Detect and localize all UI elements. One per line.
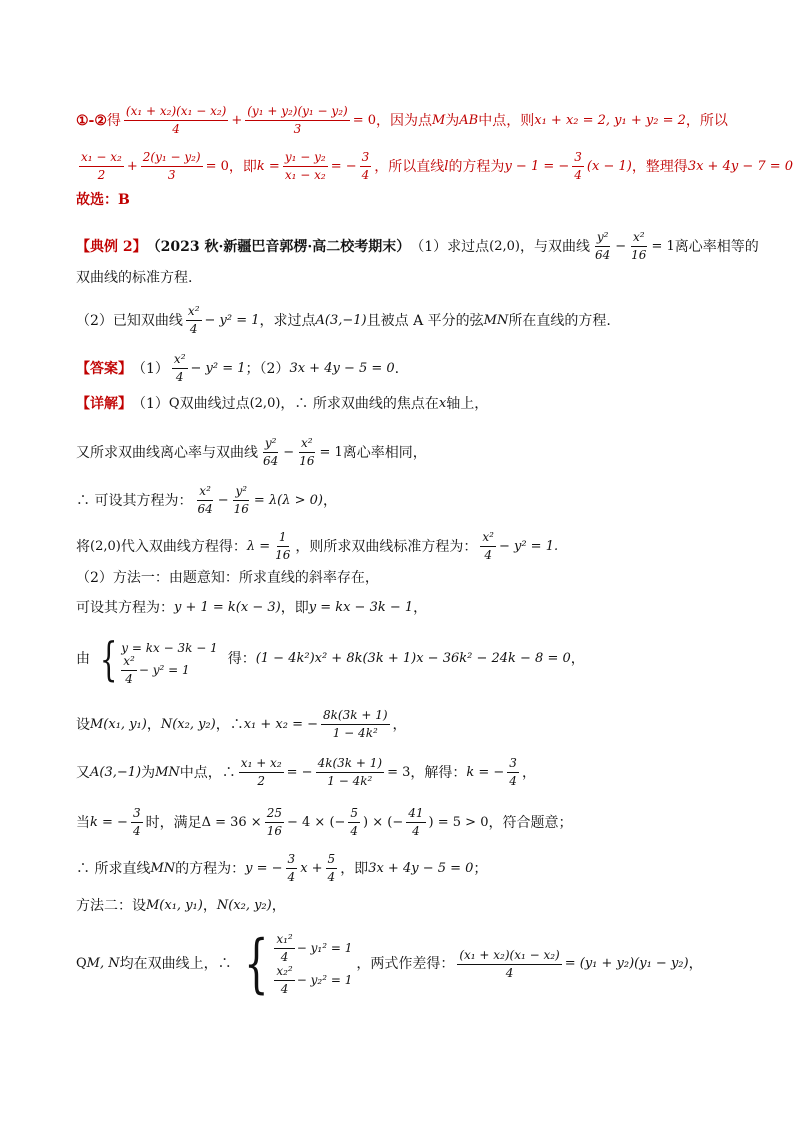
numerator: 3 [360,150,372,167]
denominator: 4 [350,824,359,838]
fraction [274,932,294,965]
line-10 [76,484,724,517]
operator: + [231,112,243,128]
text: ∴ 可设其方程为： [76,492,193,509]
fraction [286,852,298,885]
text: ，两式作差得： [356,956,455,972]
text: 中点，∴ [179,764,236,781]
math: M(x₁, y₁) [90,716,147,732]
math: − 4 × (− [286,814,346,830]
denominator: 4 [132,824,141,838]
system-row [274,964,352,996]
denominator: 1 − 4k² [327,774,373,788]
system-row [121,653,217,686]
text: ，∴ 所求双曲线的焦点在 [280,396,439,412]
equation-system [94,632,218,686]
math: − y₁² = 1 [296,941,353,955]
denominator: 4 [287,870,296,884]
text: 轴上， [446,396,489,412]
line-3 [76,190,724,210]
text: 由 [76,651,90,667]
fraction [79,150,124,183]
answer-choice: 故选：B [76,192,130,208]
denominator: 4 [574,168,582,182]
equation-system [236,927,353,1001]
fraction [629,230,648,263]
fraction [245,104,349,137]
denominator: 1 − 4k² [332,726,378,740]
numerator: x² [186,304,202,321]
text: 且被点 A 平分的弦 [366,312,484,329]
text: ， [146,716,161,733]
denominator: 16 [233,502,249,516]
math: (2,0) [489,238,520,254]
math: k = [256,158,280,174]
numerator: 25 [265,806,284,823]
math: (2,0) [249,396,281,411]
math: y + 1 = k(x − 3) [174,600,281,615]
numerator: 4k(3k + 1) [316,756,385,773]
numerator: 3 [572,150,584,167]
denominator: 64 [594,248,611,262]
system-rows [274,932,352,996]
math: M [431,112,446,128]
text: 均在双曲线上，∴ [119,956,232,972]
fraction [593,230,612,263]
math: y − 1 = − [504,158,570,174]
math: AB [459,112,479,128]
line-7 [76,352,724,385]
text: 方法二：设 [76,898,146,914]
text: ， [570,651,585,667]
numerator: (x₁ + x₂)(x₁ − x₂) [457,948,561,965]
fraction [316,756,385,789]
math: y = kx − 3k − 1 [121,641,218,655]
text: ，求过点 [259,312,316,329]
system-row [274,932,352,964]
fraction [348,806,360,839]
math: x [438,396,447,411]
denominator: 16 [275,548,291,562]
text: 当 [76,814,90,831]
text: （2）已知双曲线 [76,312,183,329]
text: （2）方法一：由题意知：所求直线的斜率存在， [76,570,379,586]
fraction [265,806,284,839]
math: (x − 1) [586,158,632,174]
math: 3x + 4y − 7 = 0 [687,158,794,174]
fraction [406,806,425,839]
brace: { [243,927,269,1001]
numerator: 8k(3k + 1) [321,708,390,725]
denominator: 4 [505,965,514,980]
line-18 [76,852,724,885]
fraction [232,484,251,517]
math: − y² = 1 [138,663,190,677]
text: ； [473,860,488,877]
fraction [261,436,280,469]
fraction [239,756,284,789]
math: M, N [86,956,120,971]
operator: − [283,444,295,460]
math: k = − [466,764,505,780]
text: 的方程为 [448,158,505,175]
denominator: 16 [299,454,315,468]
line-2 [76,150,794,183]
denominator: 4 [280,981,289,996]
numerator: x₁ + x₂ [239,756,284,773]
math: x + [300,860,323,876]
operator: − [217,492,229,508]
line-1 [76,104,728,137]
text: （1） [132,360,169,377]
math: = (y₁ + y₂)(y₁ − y₂) [564,956,689,971]
math: ) × (− [363,814,404,830]
text: ，解得： [410,764,467,781]
fraction [195,484,214,517]
text: 将 [76,538,90,555]
text: 所在直线的方程. [508,312,611,329]
denominator: 4 [172,122,180,136]
fraction [131,806,143,839]
text: ∴ 所求直线 [76,860,151,877]
numerator: x² [631,230,647,247]
example-source: （2023 秋·新疆巴音郭楞·高二校考期末） [146,238,411,255]
text: ， [413,600,428,616]
system-rows [121,637,218,686]
text: ，与双曲线 [519,238,590,255]
text: 可设其方程为： [76,600,174,616]
math: λ = [246,538,271,554]
numerator: 5 [348,806,360,823]
math: k = − [90,814,128,830]
math: MN [150,860,176,876]
line-16 [76,756,724,789]
text: 为 [141,764,156,781]
denominator: 64 [263,454,279,468]
denominator: 4 [327,870,336,884]
math: = λ(λ > 0) [253,492,323,508]
text: ， [392,716,407,733]
text: 离心率相同， [342,444,427,461]
line-14 [76,634,724,684]
denominator: x₁ − x₂ [284,168,326,182]
math: = − [330,158,357,174]
text: ，因为点 [375,112,432,129]
math: l [444,158,449,174]
math: x₁ + x₂ = − [243,716,319,732]
numerator: x² [121,654,137,671]
line-12 [76,568,724,588]
line-20 [76,927,724,1001]
line-19 [76,896,724,916]
math: x₁ + x₂ = 2, y₁ + y₂ = 2 [534,112,686,128]
math: A(3,−1) [315,312,367,328]
numerator: x₁² [274,932,294,949]
detail-tag: 【详解】 [76,396,132,412]
text: 为 [445,112,460,129]
denominator: 4 [189,322,198,336]
math: ) = 5 > 0 [428,814,489,830]
numerator: x² [480,530,496,547]
numerator: y₁ − y₂ [283,150,328,167]
text: （1）求过点 [410,238,490,255]
text: 设 [76,716,90,733]
text: ，所以 [685,112,728,129]
denominator: 4 [484,548,492,562]
line-15 [76,708,724,741]
math: = 0 [352,112,376,128]
math: N(x₂, y₂) [216,898,272,913]
numerator: 1 [277,530,289,547]
numerator: x² [197,484,213,501]
math: MN [155,764,180,780]
brace: { [99,632,118,686]
line-8 [76,394,724,414]
answer-tag: 【答案】 [76,360,132,377]
text: ，即 [340,860,369,877]
fraction [457,948,561,981]
text: ，则所求双曲线标准方程为： [295,538,478,555]
math: 3x + 4y − 5 = 0 [368,860,474,876]
text: 双曲线过点 [179,396,250,412]
text: 离心率相等的 [674,238,759,255]
denominator: 64 [197,502,213,516]
numerator: 3 [131,806,143,823]
math: N(x₂, y₂) [160,716,216,732]
numerator: x₁ − x₂ [79,150,124,167]
denominator: 2 [257,774,266,788]
fraction [273,530,292,563]
fraction [360,150,372,183]
math: = 3 [387,764,411,780]
math: = 1 [651,238,675,254]
denominator: 3 [293,122,302,136]
numerator: y² [233,484,249,501]
fraction [121,654,137,687]
math: A(3,−1) [90,764,142,780]
math: − y² = 1 [204,312,260,328]
denominator: 4 [280,949,289,964]
text: ，即 [280,600,309,616]
denominator: 3 [167,168,176,182]
text: ， [521,764,536,781]
fraction [507,756,519,789]
text: 中点，则 [478,112,535,129]
fraction [480,530,496,563]
line-17 [76,806,724,839]
numerator: 5 [326,852,338,869]
denominator: 4 [361,168,370,182]
fraction [297,436,316,469]
fraction [326,852,338,885]
numerator: (x₁ + x₂)(x₁ − x₂) [124,104,228,121]
math: MN [483,312,509,328]
numerator: 3 [507,756,519,773]
denominator: 4 [125,671,133,686]
math: (2,0) [90,538,121,554]
text: ，所以直线 [374,158,445,175]
fraction [321,708,390,741]
numerator: y² [263,436,279,453]
text: ，整理得 [631,158,688,175]
fraction [172,352,188,385]
line-9 [76,436,724,469]
numerator: 2(y₁ − y₂) [141,150,203,167]
circled-step: ①-② [76,112,107,129]
math: − y² = 1 [190,360,246,376]
text: ， [688,956,703,972]
math: y = kx − 3k − 1 [308,600,414,615]
math: y = − [245,860,283,876]
math: Q [76,956,87,971]
math: = 0 [205,158,229,174]
operator: + [126,158,138,174]
fraction [572,150,584,183]
math: M(x₁, y₁) [146,898,203,913]
text: ， [323,492,337,509]
numerator: 41 [406,806,425,823]
denominator: 4 [412,824,420,838]
text: ， [271,898,286,914]
text: 又 [76,764,90,781]
numerator: x² [299,436,315,453]
numerator: x² [172,352,188,369]
operator: − [615,238,627,254]
math: − y₂² = 1 [296,973,353,987]
numerator: x₂² [274,964,294,981]
fraction [274,964,294,997]
math: (1 − 4k²)x² + 8k(3k + 1)x − 36k² − 24k − 8 = 0 [255,651,571,666]
denominator: 4 [509,774,517,788]
denominator: 16 [266,824,282,838]
line-5 [76,268,724,288]
text: 得： [227,651,256,667]
fraction [283,150,328,183]
example-tag: 【典例 2】 [76,238,147,255]
line-11 [76,530,724,563]
text: ， [202,898,217,914]
text: ；（2） [245,360,290,377]
math: − y² = 1. [498,538,559,554]
line-13 [76,598,724,618]
text: ，符合题意； [488,814,573,831]
text: 双曲线的标准方程. [76,270,193,286]
math: = 1 [319,444,343,460]
text: . [394,360,400,377]
denominator: 16 [631,248,647,262]
text: （1） [132,396,169,412]
math: 3x + 4y − 5 = 0 [289,360,395,376]
fraction [186,304,202,337]
fraction [141,150,203,183]
text: 代入双曲线方程得： [120,538,247,555]
math: Δ = 36 × [201,814,262,830]
text: 时，满足 [145,814,202,831]
line-4 [76,230,759,263]
denominator: 4 [175,370,184,384]
text: 的方程为： [175,860,246,877]
text: 得 [106,112,121,129]
line-6 [76,304,724,337]
fraction [124,104,228,137]
text: 又所求双曲线离心率与双曲线 [76,444,258,461]
text: ，∴ [215,716,244,733]
numerator: (y₁ + y₂)(y₁ − y₂) [245,104,349,121]
numerator: y² [595,230,611,247]
math: = − [286,764,313,780]
text: ，即 [228,158,257,175]
numerator: 3 [286,852,298,869]
math: Q [168,396,180,411]
denominator: 2 [97,168,106,182]
